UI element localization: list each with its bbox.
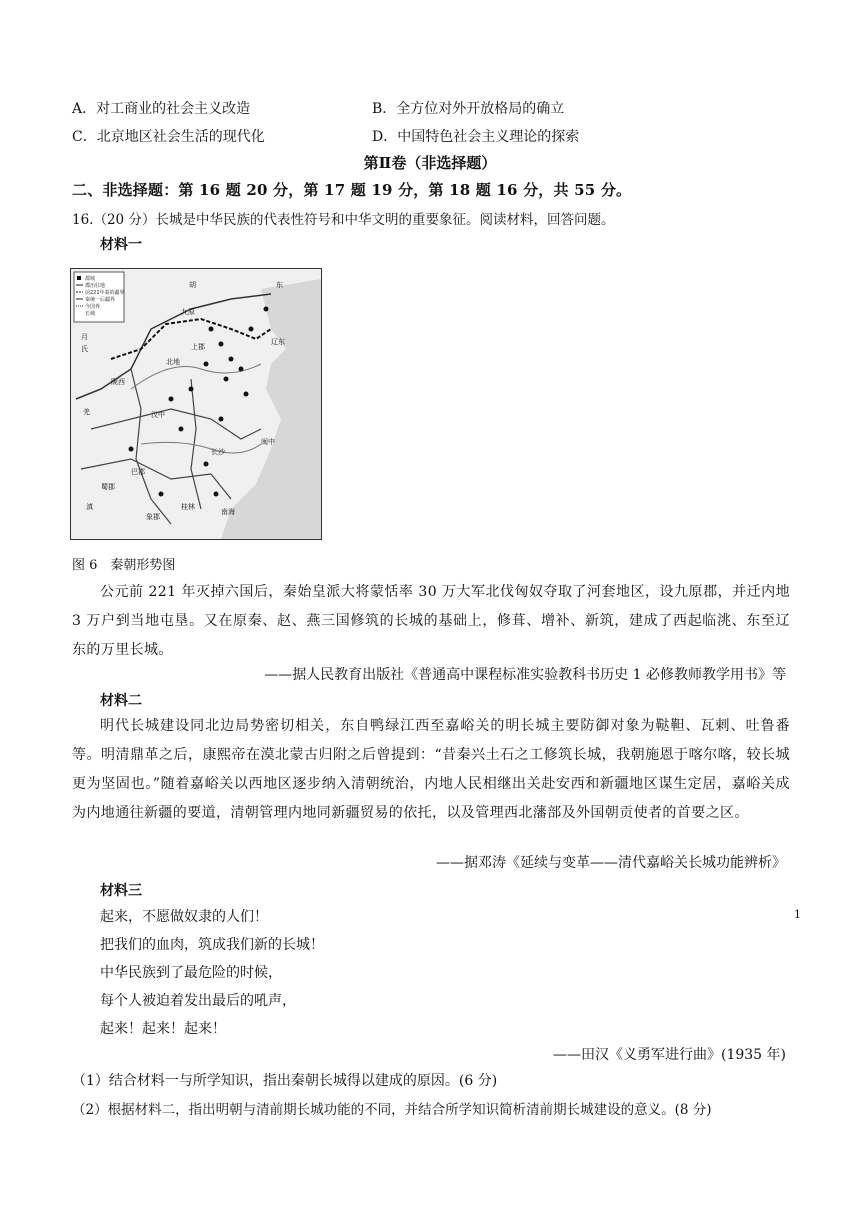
map-drawing <box>71 269 321 539</box>
svg-text:象郡: 象郡 <box>146 513 160 521</box>
material-3-label: 材料三 <box>100 883 142 899</box>
material-3-source: ——田汉《义勇军进行曲》(1935 年) <box>552 1047 786 1063</box>
svg-text:秦统一后疆界: 秦统一后疆界 <box>85 297 116 303</box>
poem-line: 每个人被迫着发出最后的吼声， <box>100 993 296 1009</box>
svg-text:今国界: 今国界 <box>85 304 101 310</box>
poem-line: 把我们的血肉，筑成我们新的长城！ <box>100 937 324 953</box>
part-heading: 二、非选择题：第 16 题 20 分，第 17 题 19 分，第 18 题 16 分，共 55 分。 <box>72 181 632 199</box>
svg-text:闽中: 闽中 <box>261 438 275 446</box>
sub-question-1: （1）结合材料一与所学知识，指出秦朝长城得以建成的原因。(6 分) <box>72 1073 498 1089</box>
svg-text:上郡: 上郡 <box>191 343 205 351</box>
page-number: 1 <box>794 908 801 921</box>
svg-text:南海: 南海 <box>221 508 235 516</box>
svg-text:汉中: 汉中 <box>151 411 165 419</box>
material-2-text: 明代长城建设同北边局势密切相关，东自鸭绿江西至嘉峪关的明长城主要防御对象为鞑靼、瓦剌、吐鲁番等。明清鼎革之后，康熙帝在漠北蒙古归附之后曾提到：“昔秦兴土石之工修筑长城，我朝施恩于喀尔喀，较长城更为坚固也。”随着嘉峪关以西地区逐步纳入清朝统治，内地人民相继出关赴安西和新疆地区谋生定居，嘉峪关成为内地通往新疆的要道，清朝管理内地同新疆贸易的依托，以及管理西北藩部及外国朝贡使者的首要之区。 <box>72 718 790 821</box>
svg-text:九原: 九原 <box>181 308 195 316</box>
svg-text:蜀郡: 蜀郡 <box>101 483 115 491</box>
option-c: C．北京地区社会生活的现代化 <box>72 129 265 145</box>
sub-question-2: （2）根据材料二，指出明朝与清前期长城功能的不同，并结合所学知识简析清前期长城建设的意义。(8 分) <box>72 1102 712 1118</box>
svg-text:郡治驻地: 郡治驻地 <box>85 283 106 289</box>
qin-dynasty-map <box>70 268 322 540</box>
svg-text:月: 月 <box>81 333 88 341</box>
figure-caption: 图 6 秦朝形势图 <box>72 558 176 573</box>
svg-text:长城: 长城 <box>85 311 96 317</box>
material-2-label: 材料二 <box>100 693 142 709</box>
material-2-source: ——据邓涛《延续与变革——清代嘉峪关长城功能辨析》 <box>436 855 786 871</box>
section-title: 第Ⅱ卷（非选择题） <box>363 154 497 172</box>
svg-text:都城: 都城 <box>85 276 96 282</box>
svg-text:长沙: 长沙 <box>211 448 225 456</box>
material-1-text: 公元前 221 年灭掉六国后，秦始皇派大将蒙恬率 30 万大军北伐匈奴夺取了河套地区，设九原郡，并迁内地 3 万户到当地屯垦。又在原秦、赵、燕三国修筑的长城的基础上，修葺、增补、新筑，建成了西起临洮、东至辽东的万里长城。 <box>72 584 790 658</box>
svg-text:滇: 滇 <box>86 503 93 511</box>
svg-text:北地: 北地 <box>166 358 180 366</box>
material-1-source: ——据人民教育出版社《普通高中课程标准实验教科书历史 1 必修教师教学用书》等 <box>264 667 786 683</box>
poem-line: 中华民族到了最危险的时候， <box>100 965 282 981</box>
svg-text:陇西: 陇西 <box>111 378 125 386</box>
svg-text:桂林: 桂林 <box>181 503 195 511</box>
poem-line: 起来！起来！起来！ <box>100 1021 226 1037</box>
svg-text:巴郡: 巴郡 <box>131 468 145 476</box>
svg-text:东: 东 <box>276 281 283 289</box>
svg-text:羌: 羌 <box>83 408 90 416</box>
svg-text:辽东: 辽东 <box>271 338 285 346</box>
svg-text:前221年秦的疆界: 前221年秦的疆界 <box>85 290 125 296</box>
question-16-stem: 16.（20 分）长城是中华民族的代表性符号和中华文明的重要象征。阅读材料，回答问题。 <box>72 212 615 228</box>
option-b: B．全方位对外开放格局的确立 <box>372 101 565 117</box>
option-d: D．中国特色社会主义理论的探索 <box>372 129 580 145</box>
material-1-label: 材料一 <box>100 237 142 253</box>
option-a: A．对工商业的社会主义改造 <box>72 101 251 117</box>
svg-text:氏: 氏 <box>81 345 88 353</box>
svg-text:胡: 胡 <box>189 281 196 289</box>
poem-line: 起来，不愿做奴隶的人们！ <box>100 909 268 925</box>
